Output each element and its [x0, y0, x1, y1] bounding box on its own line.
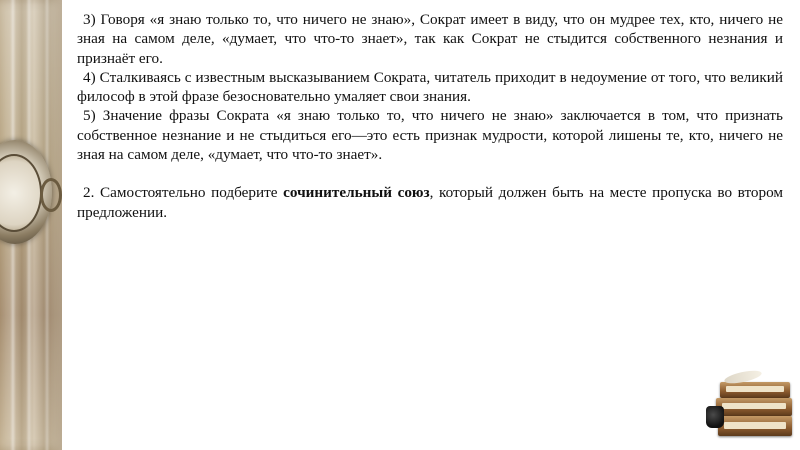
book-pages	[722, 403, 786, 409]
book-pages	[724, 422, 786, 429]
paragraph-5: 5) Значение фразы Сократа «я знаю только то, что ничего не знаю» заключается в том, что признать собственное незнание и не стыдиться его—это есть признак мудрости, которой лишены те, кто, ничего не зная на самом деле, «думает, что что-то знает».	[77, 107, 783, 164]
task-2	[77, 183, 783, 222]
task-2-bold: сочинительный союз	[283, 184, 430, 202]
task-2-before: 2. Самостоятельно подберите	[83, 184, 284, 202]
paragraph-3: 3) Говоря «я знаю только то, что ничего не знаю», Сократ имеет в виду, что он мудрее тех, кто, ничего не зная на самом деле, «думает, что что-то знает», так как Сократ не стыдится собственного незнания и признаёт его.	[77, 11, 783, 67]
paragraph-4: 4) Сталкиваясь с известным высказыванием Сократа, читатель приходит в недоумение от того, что великий философ в этой фразе безосновательно умаляет свои знания.	[77, 68, 783, 106]
task-2-after: , который должен быть на месте пропуска во втором предложении.	[77, 184, 783, 221]
spacer	[77, 164, 783, 183]
curtain-fold	[44, 0, 50, 450]
inkwell-icon	[706, 406, 724, 428]
watch-face	[0, 154, 42, 232]
book-pages	[726, 386, 784, 392]
slide-text	[77, 10, 783, 222]
books-icon	[706, 368, 796, 440]
watch-ring-icon	[40, 178, 62, 212]
